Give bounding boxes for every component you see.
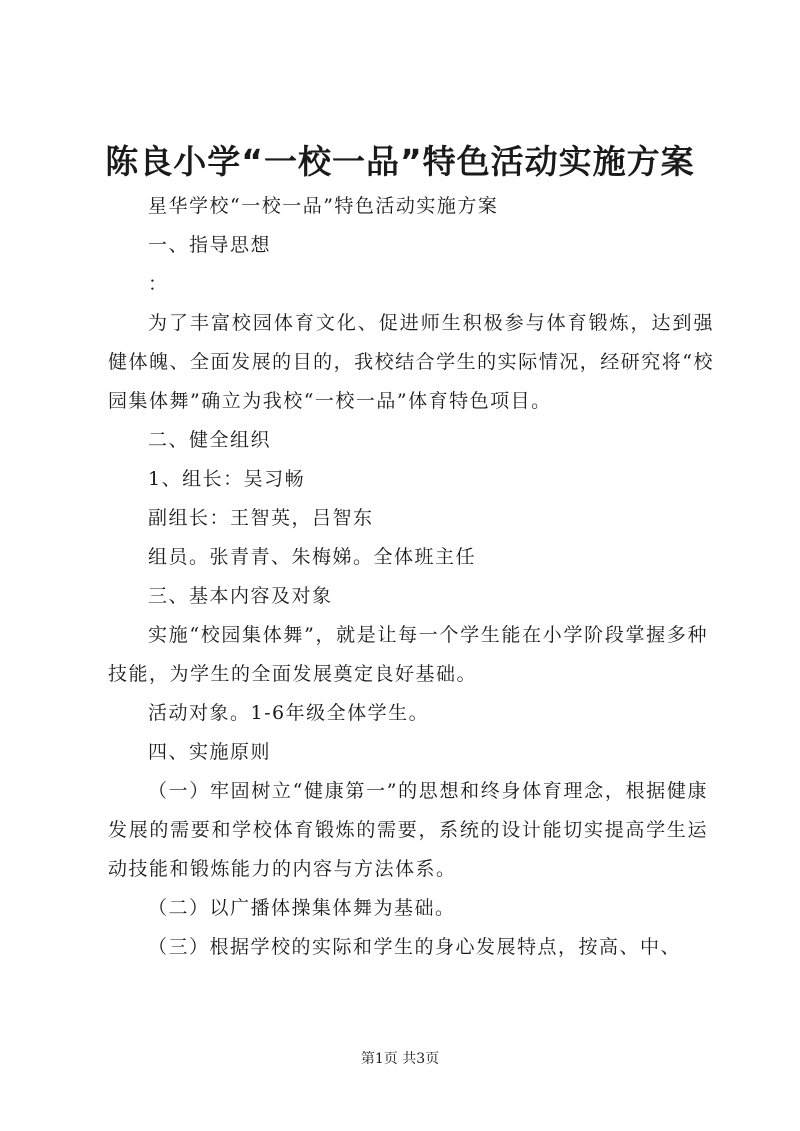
organization-deputy-leaders: 副组长：王智英，吕智东 xyxy=(148,507,374,529)
subtitle-paragraph: 星华学校“一校一品”特色活动实施方案 xyxy=(148,195,499,217)
principle-2: （二）以广播体操集体舞为基础。 xyxy=(148,897,456,919)
principle-1: （一）牢固树立“健康第一”的思想和终身体育理念，根据健康发展的需要和学校体育锻炼的需要，系统的设计能切实提高学生运动技能和锻炼能力的内容与方法体系。 xyxy=(108,780,708,880)
document-body xyxy=(108,187,714,967)
section-heading-guiding-thought: 一、指导思想 xyxy=(148,234,272,256)
organization-leader: 1、组长：吴习畅 xyxy=(148,468,306,490)
section-heading-organization: 二、健全组织 xyxy=(148,429,272,451)
colon-paragraph: ： xyxy=(148,273,169,295)
principle-3: （三）根据学校的实际和学生的身心发展特点，按高、中、 xyxy=(148,936,682,958)
body-paragraph-content: 实施“校园集体舞”，就是让每一个学生能在小学阶段掌握多种技能，为学生的全面发展奠定良好基础。 xyxy=(108,624,708,685)
page-footer: 第1页 共3页 xyxy=(360,1051,440,1067)
body-paragraph-purpose: 为了丰富校园体育文化、促进师生积极参与体育锻炼，达到强健体魄、全面发展的目的，我校结合学生的实际情况，经研究将“校园集体舞”确立为我校“一校一品”体育特色项目。 xyxy=(108,312,714,412)
document-title: 陈良小学“一校一品”特色活动实施方案 xyxy=(105,142,695,181)
section-heading-content: 三、基本内容及对象 xyxy=(148,585,333,607)
section-heading-principles: 四、实施原则 xyxy=(148,741,272,763)
organization-members: 组员。张青青、朱梅娣。全体班主任 xyxy=(148,546,477,568)
activity-target: 活动对象。1-6年级全体学生。 xyxy=(148,702,430,724)
